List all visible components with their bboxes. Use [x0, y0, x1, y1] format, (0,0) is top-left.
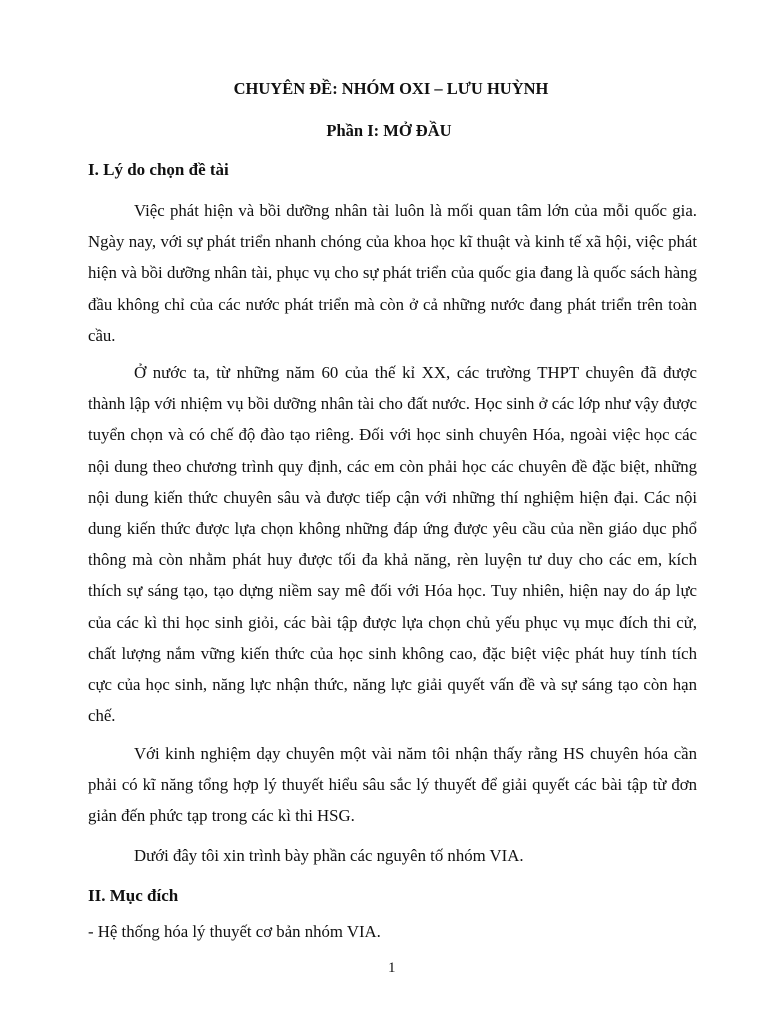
page-number: 1 [388, 960, 396, 976]
paragraph: Ở nước ta, từ những năm 60 của thế kỉ XX, các trường THPT chuyên đã được thành lập với nhiệm vụ bồi dưỡng nhân tài cho đất nước. Học sinh ở các lớp như vậy được tuyển chọn và có chế độ đào tạo riêng. Đối với học sinh chuyên Hóa, ngoài việc học các nội dung theo chương trình quy định, các em còn phải học các chuyên đề đặc biệt, những nội dung kiến thức chuyên sâu và được tiếp cận với những thí nghiệm hiện đại. Các nội dung kiến thức được lựa chọn không những đáp ứng được yêu cầu của nền giáo dục phổ thông mà còn nhằm phát huy được tối đa khả năng, rèn luyện tư duy cho các em, kích thích sự sáng tạo, tạo dựng niềm say mê đối với Hóa học. Tuy nhiên, hiện nay do áp lực của các kì thi học sinh giỏi, các bài tập được lựa chọn chủ yếu phục vụ mục đích thi cử, chất lượng nắm vững kiến thức của học sinh không cao, đặc biệt việc phát huy tính tích cực của học sinh, năng lực nhận thức, năng lực giải quyết vấn đề và sự sáng tạo còn hạn chế. [88, 363, 697, 726]
paragraph: Với kinh nghiệm dạy chuyên một vài năm tôi nhận thấy rằng HS chuyên hóa cần phải có kĩ năng tổng hợp lý thuyết hiểu sâu sắc lý thuyết để giải quyết các bài tập từ đơn giản đến phức tạp trong các kì thi HSG. [88, 744, 697, 826]
section-heading-reason: I. Lý do chọn đề tài [88, 160, 229, 179]
paragraph: Việc phát hiện và bồi dưỡng nhân tài luôn là mối quan tâm lớn của mỗi quốc gia. Ngày nay, với sự phát triển nhanh chóng của khoa học kĩ thuật và kinh tế xã hội, việc phát hiện và bồi dưỡng nhân tài, phục vụ cho sự phát triển của quốc gia đang là quốc sách hàng đầu không chỉ của các nước phát triển mà còn ở cả những nước đang phát triển trên toàn cầu. [88, 201, 697, 345]
paragraph: Dưới đây tôi xin trình bày phần các nguyên tố nhóm VIA. [134, 846, 524, 865]
part-title: Phần I: MỞ ĐẦU [326, 121, 452, 140]
document-title: CHUYÊN ĐỀ: NHÓM OXI – LƯU HUỲNH [233, 79, 549, 98]
bullet-item: - Hệ thống hóa lý thuyết cơ bản nhóm VIA. [88, 922, 381, 941]
section-heading-purpose: II. Mục đích [88, 886, 179, 905]
